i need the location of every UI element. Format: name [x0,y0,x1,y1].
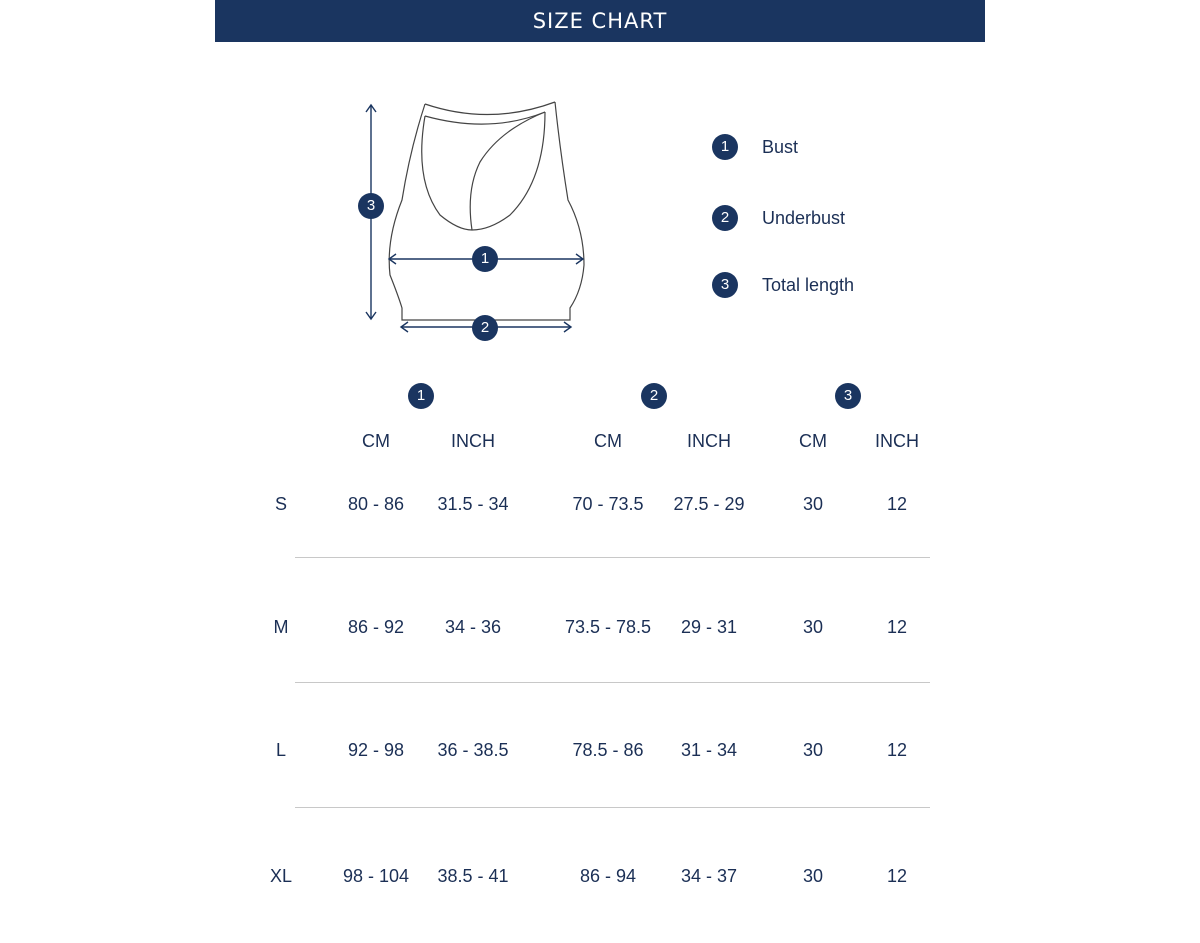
garment-diagram [340,90,600,350]
table-cell: 27.5 - 29 [673,494,745,514]
size-chart-header [215,0,985,42]
table-cell: 36 - 38.5 [437,740,509,760]
group-badge-bust: 1 [408,383,434,409]
header-title: SIZE CHART [532,9,668,33]
table-cell: 29 - 31 [680,617,738,637]
legend-badge: 1 [712,134,738,160]
table-cell: 34 - 36 [444,617,502,637]
sports-bra-illustration [340,90,600,350]
legend-label: Total length [762,275,855,295]
unit-header: CM [594,431,622,451]
marker-3: 3 [358,193,384,219]
legend-label: Underbust [762,208,846,228]
table-cell: 73.5 - 78.5 [564,617,652,637]
legend-label: Bust [762,137,799,157]
size-label: L [275,740,287,760]
table-cell: 86 - 94 [579,866,637,886]
table-cell: 30 [802,740,824,760]
table-cell: 34 - 37 [680,866,738,886]
group-badge-underbust: 2 [641,383,667,409]
unit-header: INCH [875,431,919,451]
table-cell: 12 [886,740,908,760]
size-label: S [274,494,288,514]
legend-badge: 2 [712,205,738,231]
group-badge-length: 3 [835,383,861,409]
table-cell: 12 [886,494,908,514]
size-label: XL [269,866,293,886]
unit-header: INCH [687,431,731,451]
marker-1: 1 [472,246,498,272]
table-cell: 31.5 - 34 [437,494,509,514]
row-divider [295,557,930,558]
table-cell: 30 [802,866,824,886]
table-cell: 31 - 34 [680,740,738,760]
table-cell: 80 - 86 [347,494,405,514]
marker-2: 2 [472,315,498,341]
table-cell: 92 - 98 [347,740,405,760]
unit-header: INCH [451,431,495,451]
table-cell: 78.5 - 86 [572,740,644,760]
table-cell: 12 [886,866,908,886]
table-cell: 98 - 104 [342,866,410,886]
unit-header: CM [362,431,390,451]
table-cell: 70 - 73.5 [572,494,644,514]
table-cell: 30 [802,494,824,514]
row-divider [295,807,930,808]
table-cell: 30 [802,617,824,637]
size-label: M [273,617,289,637]
table-cell: 12 [886,617,908,637]
table-cell: 38.5 - 41 [437,866,509,886]
unit-header: CM [799,431,827,451]
legend-badge: 3 [712,272,738,298]
row-divider [295,682,930,683]
table-cell: 86 - 92 [347,617,405,637]
